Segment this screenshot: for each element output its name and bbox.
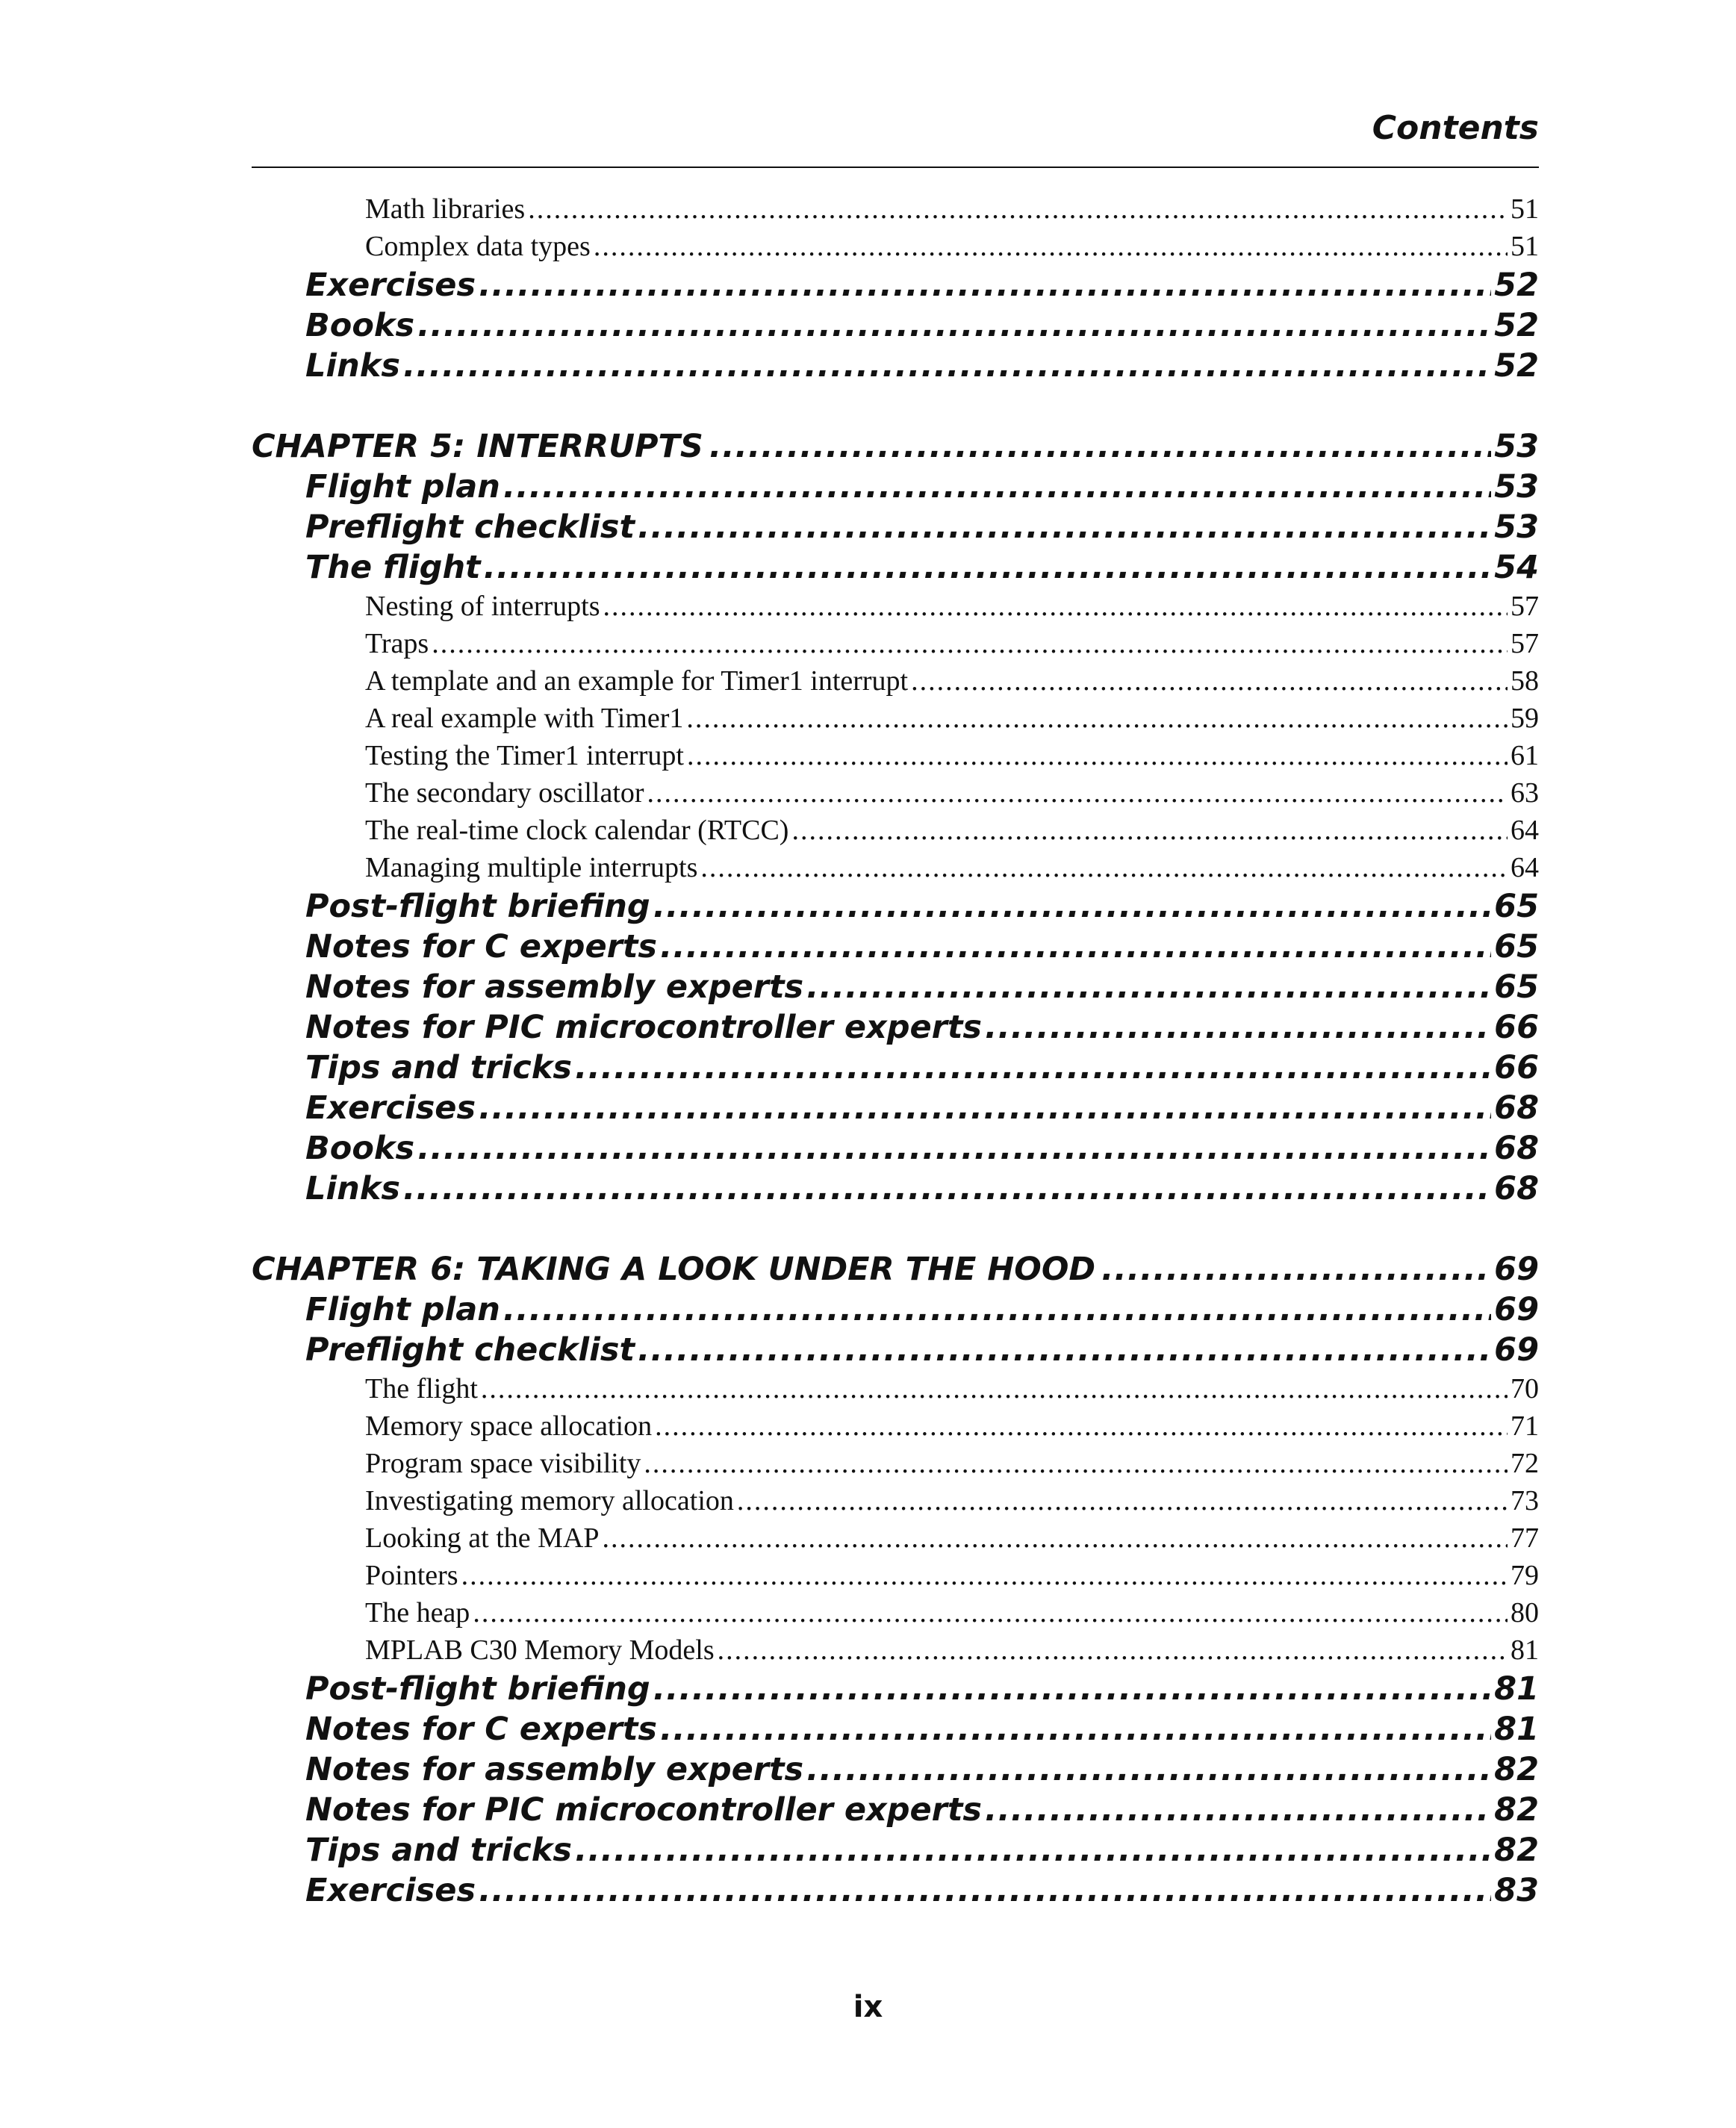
toc-entry-page: 52 xyxy=(1494,347,1539,385)
dot-leader xyxy=(985,1790,1491,1830)
dot-leader xyxy=(503,1289,1491,1330)
toc-entry-page: 64 xyxy=(1511,815,1539,846)
toc-entry-title: CHAPTER 5: INTERRUPTS xyxy=(252,428,703,465)
dot-leader xyxy=(709,426,1491,467)
toc-entry-title: Testing the Timer1 interrupt xyxy=(365,740,684,771)
dot-leader xyxy=(432,625,1508,662)
toc-entry-title: Notes for assembly experts xyxy=(305,968,804,1006)
dot-leader xyxy=(417,305,1491,346)
toc-entry-title: A template and an example for Timer1 interrupt xyxy=(365,665,909,697)
toc-subsection-entry[interactable] xyxy=(252,774,1539,812)
toc-chapter-entry[interactable] xyxy=(252,1249,1539,1289)
dot-leader xyxy=(594,228,1508,265)
toc-entry-page: 69 xyxy=(1494,1251,1539,1288)
toc-section-entry[interactable] xyxy=(252,967,1539,1007)
dot-leader xyxy=(403,1169,1491,1209)
toc-entry-page: 66 xyxy=(1494,1049,1539,1086)
dot-leader xyxy=(602,1519,1508,1557)
toc-entry-title: Flight plan xyxy=(305,468,500,505)
toc-entry-page: 69 xyxy=(1494,1291,1539,1328)
toc-entry-page: 72 xyxy=(1511,1448,1539,1479)
dot-leader xyxy=(660,1709,1491,1749)
dot-leader xyxy=(479,1088,1491,1128)
toc-entry-title: Preflight checklist xyxy=(305,1331,635,1369)
toc-entry-title: Exercises xyxy=(305,1872,476,1909)
toc-section-entry[interactable] xyxy=(252,1709,1539,1749)
toc-section-entry[interactable] xyxy=(252,1007,1539,1048)
toc-entry-title: The secondary oscillator xyxy=(365,777,644,809)
toc-entry-page: 69 xyxy=(1494,1331,1539,1369)
toc-entry-title: Books xyxy=(305,307,415,344)
toc-entry-page: 59 xyxy=(1511,703,1539,734)
toc-entry-title: Books xyxy=(305,1130,415,1167)
dot-leader xyxy=(603,588,1508,625)
toc-subsection-entry[interactable] xyxy=(252,849,1539,886)
dot-leader xyxy=(503,467,1491,507)
toc-subsection-entry[interactable] xyxy=(252,1407,1539,1445)
toc-subsection-entry[interactable] xyxy=(252,1519,1539,1557)
toc-entry-title: The real-time clock calendar (RTCC) xyxy=(365,815,789,846)
toc-section-entry[interactable] xyxy=(252,1289,1539,1330)
toc-entry-page: 82 xyxy=(1494,1791,1539,1829)
toc-entry-title: Traps xyxy=(365,628,429,659)
toc-section-entry[interactable] xyxy=(252,1830,1539,1870)
dot-leader xyxy=(638,507,1491,547)
toc-entry-page: 57 xyxy=(1511,591,1539,622)
toc-section-entry[interactable] xyxy=(252,927,1539,967)
toc-entry-page: 68 xyxy=(1494,1130,1539,1167)
toc-subsection-entry[interactable] xyxy=(252,662,1539,700)
toc-subsection-entry[interactable] xyxy=(252,1594,1539,1631)
toc-section-entry[interactable] xyxy=(252,1048,1539,1088)
toc-entry-page: 83 xyxy=(1494,1872,1539,1909)
toc-entry-page: 63 xyxy=(1511,777,1539,809)
dot-leader xyxy=(687,737,1508,774)
dot-leader xyxy=(653,886,1491,927)
toc-entry-page: 71 xyxy=(1511,1410,1539,1442)
toc-entry-title: Exercises xyxy=(305,1089,476,1127)
toc-entry-page: 58 xyxy=(1511,665,1539,697)
toc-subsection-entry[interactable] xyxy=(252,1482,1539,1519)
toc-entry-page: 81 xyxy=(1494,1670,1539,1708)
toc-entry-page: 52 xyxy=(1494,267,1539,304)
toc-section-entry[interactable] xyxy=(252,346,1539,386)
toc-subsection-entry[interactable] xyxy=(252,588,1539,625)
toc-entry-title: A real example with Timer1 xyxy=(365,703,684,734)
toc-subsection-entry[interactable] xyxy=(252,812,1539,849)
toc-section-entry[interactable] xyxy=(252,265,1539,305)
toc-entry-page: 82 xyxy=(1494,1751,1539,1788)
header-rule xyxy=(252,167,1539,168)
toc-entry-title: Pointers xyxy=(365,1560,458,1591)
toc-entry-title: Links xyxy=(305,347,400,385)
toc-entry-title: Managing multiple interrupts xyxy=(365,852,698,883)
toc-entry-page: 65 xyxy=(1494,888,1539,925)
toc-entry-title: Program space visibility xyxy=(365,1448,641,1479)
dot-leader xyxy=(575,1830,1491,1870)
toc-subsection-entry[interactable] xyxy=(252,228,1539,265)
dot-leader xyxy=(737,1482,1508,1519)
toc-section-entry[interactable] xyxy=(252,1088,1539,1128)
dot-leader xyxy=(473,1594,1508,1631)
toc-entry-title: CHAPTER 6: TAKING A LOOK UNDER THE HOOD xyxy=(252,1251,1096,1288)
toc-entry-title: Preflight checklist xyxy=(305,508,635,546)
toc-entry-title: Exercises xyxy=(305,267,476,304)
toc-subsection-entry[interactable] xyxy=(252,1370,1539,1407)
toc-entry-page: 51 xyxy=(1511,231,1539,262)
section-gap xyxy=(252,1209,1539,1249)
toc-subsection-entry[interactable] xyxy=(252,1557,1539,1594)
dot-leader xyxy=(484,547,1492,588)
dot-leader xyxy=(700,849,1508,886)
toc-section-entry[interactable] xyxy=(252,1128,1539,1169)
dot-leader xyxy=(575,1048,1491,1088)
toc-entry-page: 66 xyxy=(1494,1009,1539,1046)
toc-entry-page: 77 xyxy=(1511,1522,1539,1554)
toc-entry-page: 81 xyxy=(1494,1711,1539,1748)
toc-subsection-entry[interactable] xyxy=(252,1631,1539,1669)
toc-section-entry[interactable] xyxy=(252,1749,1539,1790)
toc-entry-title: Post-flight briefing xyxy=(305,888,650,925)
toc-entry-page: 53 xyxy=(1494,428,1539,465)
toc-entry-title: The heap xyxy=(365,1597,470,1628)
toc-entry-title: Investigating memory allocation xyxy=(365,1485,734,1516)
toc-entry-page: 51 xyxy=(1511,193,1539,225)
toc-entry-title: Nesting of interrupts xyxy=(365,591,600,622)
toc-entry-page: 57 xyxy=(1511,628,1539,659)
toc-section-entry[interactable] xyxy=(252,1669,1539,1709)
toc-entry-page: 73 xyxy=(1511,1485,1539,1516)
toc-entry-title: Flight plan xyxy=(305,1291,500,1328)
toc-entry-title: Tips and tricks xyxy=(305,1049,572,1086)
toc-entry-page: 54 xyxy=(1494,549,1539,586)
toc-chapter-entry[interactable] xyxy=(252,426,1539,467)
toc-section-entry[interactable] xyxy=(252,507,1539,547)
toc-entry-page: 65 xyxy=(1494,928,1539,965)
toc-entry-title: Links xyxy=(305,1170,400,1207)
toc-entry-title: Complex data types xyxy=(365,231,591,262)
dot-leader xyxy=(638,1330,1491,1370)
dot-leader xyxy=(911,662,1508,700)
toc-entry-page: 70 xyxy=(1511,1373,1539,1404)
running-header-title: Contents xyxy=(1372,109,1539,147)
toc-entry-title: The flight xyxy=(305,549,481,586)
toc-entry-page: 68 xyxy=(1494,1170,1539,1207)
toc-entry-title: Math libraries xyxy=(365,193,526,225)
toc-section-entry[interactable] xyxy=(252,1330,1539,1370)
toc-section-entry[interactable] xyxy=(252,1790,1539,1830)
toc-entry-page: 64 xyxy=(1511,852,1539,883)
dot-leader xyxy=(718,1631,1508,1669)
dot-leader xyxy=(806,967,1491,1007)
toc-subsection-entry[interactable] xyxy=(252,190,1539,228)
dot-leader xyxy=(985,1007,1491,1048)
toc-entry-page: 81 xyxy=(1511,1634,1539,1666)
toc-entry-page: 82 xyxy=(1494,1832,1539,1869)
toc-entry-title: Memory space allocation xyxy=(365,1410,653,1442)
toc-entry-title: The flight xyxy=(365,1373,478,1404)
dot-leader xyxy=(461,1557,1508,1594)
dot-leader xyxy=(660,927,1491,967)
dot-leader xyxy=(1101,1249,1491,1289)
page-number: ix xyxy=(853,1990,883,2024)
toc-entry-title: MPLAB C30 Memory Models xyxy=(365,1634,715,1666)
toc-subsection-entry[interactable] xyxy=(252,625,1539,662)
toc-section-entry[interactable] xyxy=(252,1870,1539,1911)
section-gap xyxy=(252,386,1539,426)
toc-entry-page: 65 xyxy=(1494,968,1539,1006)
toc-entry-page: 68 xyxy=(1494,1089,1539,1127)
toc-entry-page: 61 xyxy=(1511,740,1539,771)
toc-entry-title: Post-flight briefing xyxy=(305,1670,650,1708)
dot-leader xyxy=(653,1669,1491,1709)
toc-subsection-entry[interactable] xyxy=(252,700,1539,737)
toc-subsection-entry[interactable] xyxy=(252,737,1539,774)
toc-section-entry[interactable] xyxy=(252,886,1539,927)
toc-entry-title: Notes for PIC microcontroller experts xyxy=(305,1791,983,1829)
toc-entry-page: 53 xyxy=(1494,468,1539,505)
dot-leader xyxy=(644,1445,1508,1482)
dot-leader xyxy=(806,1749,1491,1790)
toc-subsection-entry[interactable] xyxy=(252,1445,1539,1482)
toc-entry-title: Looking at the MAP xyxy=(365,1522,600,1554)
toc-entry-title: Notes for C experts xyxy=(305,1711,657,1748)
toc-entry-page: 79 xyxy=(1511,1560,1539,1591)
toc-entry-title: Notes for assembly experts xyxy=(305,1751,804,1788)
dot-leader xyxy=(791,812,1508,849)
toc-entry-title: Tips and tricks xyxy=(305,1832,572,1869)
dot-leader xyxy=(655,1407,1508,1445)
toc-entry-page: 52 xyxy=(1494,307,1539,344)
toc-entry-page: 53 xyxy=(1494,508,1539,546)
toc-entry-page: 80 xyxy=(1511,1597,1539,1628)
toc-section-entry[interactable] xyxy=(252,1169,1539,1209)
toc-entry-title: Notes for PIC microcontroller experts xyxy=(305,1009,983,1046)
table-of-contents xyxy=(252,190,1539,1911)
dot-leader xyxy=(647,774,1508,812)
dot-leader xyxy=(528,190,1508,228)
toc-section-entry[interactable] xyxy=(252,547,1539,588)
dot-leader xyxy=(479,265,1491,305)
toc-section-entry[interactable] xyxy=(252,305,1539,346)
dot-leader xyxy=(417,1128,1491,1169)
toc-section-entry[interactable] xyxy=(252,467,1539,507)
dot-leader xyxy=(686,700,1508,737)
dot-leader xyxy=(479,1870,1491,1911)
dot-leader xyxy=(481,1370,1508,1407)
toc-entry-title: Notes for C experts xyxy=(305,928,657,965)
dot-leader xyxy=(403,346,1491,386)
